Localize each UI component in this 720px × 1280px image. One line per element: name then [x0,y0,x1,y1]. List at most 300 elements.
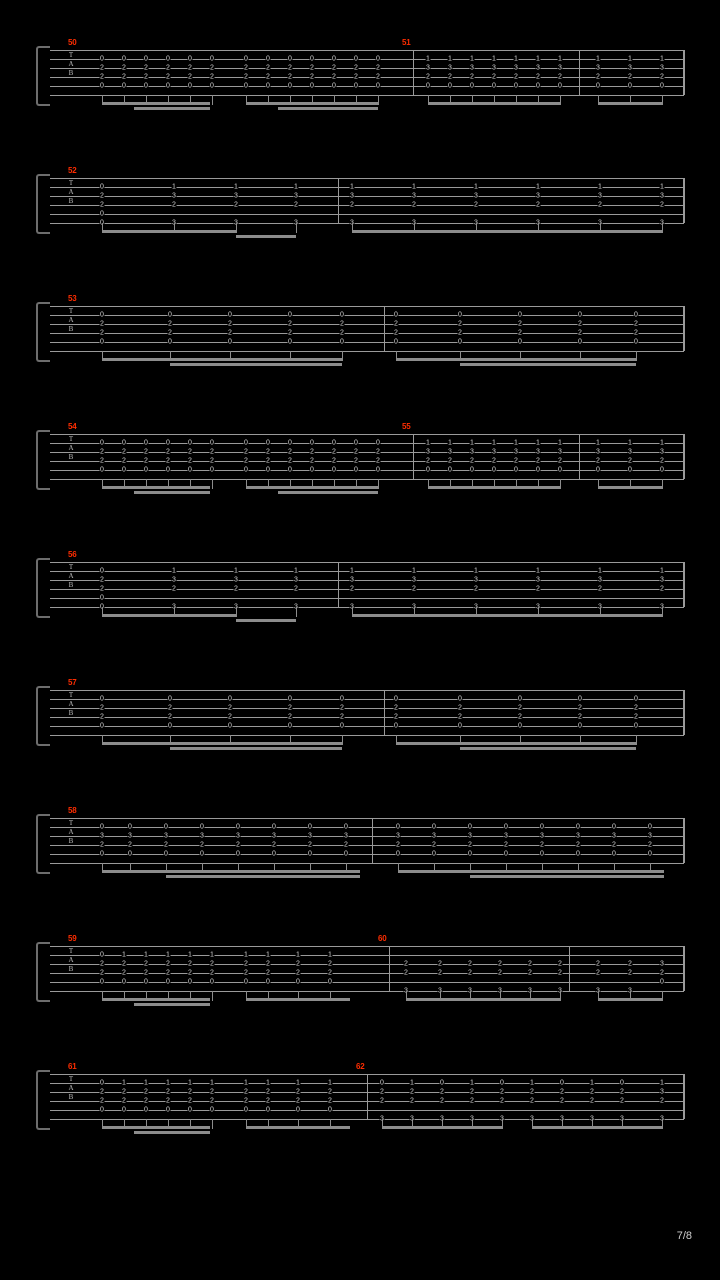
staff-line [50,726,684,727]
tab-note: 1 [188,1079,192,1087]
tab-note: 2 [648,841,652,849]
tab-note: 1 [660,439,664,447]
note-stem [352,607,353,617]
note-stem [580,735,581,745]
tab-note: 0 [100,183,104,191]
tab-note: 2 [228,704,232,712]
note-stem [298,1119,299,1129]
staff-line [50,196,684,197]
tab-note: 2 [144,64,148,72]
tab-note: 1 [470,1079,474,1087]
tab-note: 1 [188,951,192,959]
tab-note: 2 [328,969,332,977]
tab-note: 3 [396,832,400,840]
note-stem [330,991,331,1001]
note-stem [246,1119,247,1129]
staff-line [50,607,684,608]
note-stem [102,607,103,617]
tab-note: 2 [144,457,148,465]
tab-note: 2 [518,320,522,328]
tab-note: 1 [412,183,416,191]
tab-note: 2 [288,320,292,328]
tab-note: 1 [492,55,496,63]
beam [352,614,662,617]
tab-note: 2 [266,73,270,81]
tab-staff [50,434,684,482]
staff-line [50,306,684,307]
tab-note: 1 [558,439,562,447]
tab-note: 2 [470,457,474,465]
barline [684,178,685,223]
tab-note: 2 [426,457,430,465]
tab-note: 3 [536,448,540,456]
tab-note: 0 [288,439,292,447]
note-stem [246,991,247,1001]
tab-note: 1 [266,951,270,959]
system-brace [36,942,50,1002]
tab-note: 0 [536,466,540,474]
tab-note: 1 [412,567,416,575]
tab-note: 0 [332,82,336,90]
staff-line [50,214,684,215]
tab-note: 0 [518,311,522,319]
tab-note: 2 [528,960,532,968]
tab-note: 2 [144,1097,148,1105]
tab-note: 3 [628,448,632,456]
tab-note: 0 [468,823,472,831]
tab-note: 2 [296,960,300,968]
tab-note: 2 [518,329,522,337]
note-stem [236,223,237,233]
tab-note: 0 [536,82,540,90]
tab-note: 2 [628,969,632,977]
system-end-barline [683,178,684,223]
tab-note: 0 [628,466,632,474]
note-stem [506,863,507,873]
tab-note: 1 [470,55,474,63]
tab-staff [50,818,684,866]
tab-note: 0 [332,439,336,447]
note-stem [560,991,561,1001]
tab-note: 2 [168,320,172,328]
note-stem [146,95,147,105]
tab-note: 2 [164,841,168,849]
tab-note: 2 [332,64,336,72]
tab-note: 2 [288,704,292,712]
note-stem [592,1119,593,1129]
tab-note: 1 [660,1079,664,1087]
note-stem [530,991,531,1001]
tab-note: 0 [634,311,638,319]
tab-note: 1 [410,1079,414,1087]
tab-note: 2 [144,969,148,977]
staff-line [50,735,684,736]
tab-note: 2 [498,960,502,968]
tab-note: 0 [200,850,204,858]
tab-note: 2 [354,64,358,72]
tab-note: 2 [440,1097,444,1105]
note-stem [124,479,125,489]
note-stem [428,479,429,489]
tab-note: 0 [100,594,104,602]
tab-note: 2 [172,585,176,593]
tab-note: 2 [536,585,540,593]
barline [384,306,385,351]
tab-note: 0 [560,1079,564,1087]
tab-note: 3 [612,832,616,840]
tab-note: 1 [514,439,518,447]
tab-clef [66,179,76,206]
tab-note: 3 [492,448,496,456]
tab-note: 2 [100,457,104,465]
note-stem [538,607,539,617]
tab-note: 0 [492,82,496,90]
tab-note: 2 [168,329,172,337]
tab-note: 2 [228,320,232,328]
tab-note: 0 [166,978,170,986]
tab-note: 3 [100,832,104,840]
note-stem [636,351,637,361]
tab-note: 0 [100,55,104,63]
tab-note: 2 [558,969,562,977]
tab-note: 2 [128,841,132,849]
beam [406,998,560,1001]
tab-note: 0 [210,82,214,90]
tab-note: 3 [172,192,176,200]
tab-note: 0 [468,850,472,858]
tab-note: 0 [396,850,400,858]
tab-note: 0 [122,978,126,986]
note-stem [102,1119,103,1129]
note-stem [382,1119,383,1129]
tab-clef [66,691,76,718]
note-stem [230,351,231,361]
tab-note: 0 [244,439,248,447]
tab-note: 0 [458,338,462,346]
tab-note: 2 [144,960,148,968]
tab-note: 0 [100,1106,104,1114]
tab-clef-letter: A [68,572,74,580]
note-stem [494,95,495,105]
tab-note: 2 [188,1088,192,1096]
tab-note: 1 [144,1079,148,1087]
beam [102,742,342,745]
tab-note: 2 [410,1097,414,1105]
barline [684,434,685,479]
tab-note: 0 [100,978,104,986]
tab-note: 0 [296,978,300,986]
barline [413,434,414,479]
note-stem [472,1119,473,1129]
note-stem [636,735,637,745]
note-stem [630,991,631,1001]
tab-clef [66,563,76,590]
note-stem [170,351,171,361]
tab-note: 1 [628,55,632,63]
note-stem [166,863,167,873]
tab-note: 2 [166,448,170,456]
tab-clef-letter: T [68,819,74,827]
tab-note: 1 [598,567,602,575]
note-stem [662,95,663,105]
note-stem [428,95,429,105]
note-stem [532,1119,533,1129]
tab-note: 3 [474,576,478,584]
tab-staff [50,178,684,226]
tab-note: 2 [188,457,192,465]
tab-note: 0 [272,823,276,831]
tab-clef-letter: A [68,188,74,196]
note-stem [538,223,539,233]
beam [134,1003,210,1006]
note-stem [472,95,473,105]
note-stem [622,1119,623,1129]
tab-note: 2 [598,585,602,593]
tab-note: 1 [234,567,238,575]
tab-note: 3 [344,832,348,840]
tab-staff [50,562,684,610]
tab-note: 1 [596,439,600,447]
tab-note: 0 [328,1106,332,1114]
note-stem [470,863,471,873]
tab-note: 0 [648,850,652,858]
tab-note: 3 [236,832,240,840]
tab-clef [66,435,76,462]
tab-note: 0 [332,55,336,63]
tab-clef-letter: B [68,197,74,205]
tab-note: 2 [518,704,522,712]
tab-note: 2 [500,1088,504,1096]
tab-note: 0 [578,311,582,319]
system-end-barline [683,1074,684,1119]
note-stem [290,479,291,489]
tab-clef-letter: T [68,691,74,699]
tab-note: 0 [272,850,276,858]
system-brace [36,302,50,362]
tab-note: 3 [468,832,472,840]
measure-number: 55 [402,422,411,431]
tab-note: 0 [288,722,292,730]
note-stem [130,863,131,873]
note-stem [662,607,663,617]
tab-note: 3 [474,192,478,200]
tab-note: 2 [328,960,332,968]
tab-note: 0 [266,82,270,90]
tab-note: 1 [328,951,332,959]
tab-note: 0 [470,82,474,90]
system-brace [36,686,50,746]
tab-note: 0 [168,338,172,346]
tab-note: 0 [612,850,616,858]
tab-note: 2 [244,73,248,81]
barline [372,818,373,863]
tab-note: 0 [578,722,582,730]
tab-note: 2 [448,73,452,81]
tab-clef-letter: B [68,581,74,589]
tab-note: 1 [536,55,540,63]
tab-note: 0 [458,722,462,730]
tab-note: 0 [128,823,132,831]
note-stem [520,351,521,361]
note-stem [330,1119,331,1129]
tab-note: 2 [288,73,292,81]
tab-clef-letter: B [68,837,74,845]
tab-note: 2 [166,64,170,72]
note-stem [212,991,213,1001]
tab-note: 2 [628,73,632,81]
beam [396,742,636,745]
tab-note: 2 [100,201,104,209]
tab-note: 0 [354,55,358,63]
note-stem [460,351,461,361]
tab-note: 2 [596,960,600,968]
tab-note: 2 [558,960,562,968]
tab-note: 0 [288,338,292,346]
note-stem [378,479,379,489]
note-stem [662,991,663,1001]
note-stem [356,95,357,105]
tab-note: 0 [188,439,192,447]
system-end-barline [683,562,684,607]
tab-note: 0 [310,466,314,474]
tab-note: 2 [100,64,104,72]
note-stem [190,991,191,1001]
staff-line [50,863,684,864]
tab-note: 2 [244,1097,248,1105]
measure-number: 59 [68,934,77,943]
note-stem [190,1119,191,1129]
tab-note: 3 [536,576,540,584]
tab-note: 2 [660,73,664,81]
tab-note: 0 [394,695,398,703]
tab-note: 0 [576,823,580,831]
tab-note: 1 [296,1079,300,1087]
beam [134,1131,210,1134]
tab-note: 0 [426,82,430,90]
tab-note: 2 [122,960,126,968]
tab-note: 0 [504,850,508,858]
tab-note: 0 [396,823,400,831]
tab-note: 3 [598,192,602,200]
tab-note: 3 [660,960,664,968]
barline [684,946,685,991]
tab-note: 0 [448,466,452,474]
tab-note: 2 [634,713,638,721]
tab-note: 0 [660,82,664,90]
tab-note: 0 [288,311,292,319]
note-stem [212,1119,213,1129]
note-stem [600,607,601,617]
tab-staff [50,50,684,98]
tab-note: 0 [376,439,380,447]
tab-note: 3 [660,192,664,200]
tab-note: 2 [122,1097,126,1105]
tab-note: 2 [244,457,248,465]
tab-note: 3 [294,192,298,200]
note-stem [650,863,651,873]
tab-note: 2 [660,457,664,465]
tab-clef-letter: T [68,435,74,443]
note-stem [494,479,495,489]
tab-note: 2 [412,585,416,593]
tab-note: 0 [244,55,248,63]
tab-note: 3 [514,64,518,72]
note-stem [440,991,441,1001]
tab-note: 3 [660,448,664,456]
tab-note: 2 [296,969,300,977]
tab-note: 2 [310,64,314,72]
tab-clef-letter: T [68,307,74,315]
tab-note: 2 [328,1088,332,1096]
tab-note: 3 [576,832,580,840]
tab-note: 0 [576,850,580,858]
tab-note: 2 [288,457,292,465]
tab-note: 3 [514,448,518,456]
tab-note: 2 [244,969,248,977]
note-stem [398,863,399,873]
tab-note: 2 [590,1088,594,1096]
tab-note: 0 [244,1106,248,1114]
tab-note: 2 [210,1088,214,1096]
system-brace [36,174,50,234]
tab-note: 1 [350,183,354,191]
beam [102,1126,210,1129]
note-stem [124,95,125,105]
tab-note: 2 [100,585,104,593]
note-stem [236,607,237,617]
staff-line [50,223,684,224]
measure-number: 54 [68,422,77,431]
tab-note: 0 [448,82,452,90]
barline [579,50,580,95]
tab-note: 2 [560,1088,564,1096]
staff-line [50,717,684,718]
tab-note: 0 [188,466,192,474]
tab-note: 0 [164,823,168,831]
tab-note: 2 [244,960,248,968]
note-stem [434,863,435,873]
tab-note: 2 [492,457,496,465]
tab-note: 3 [558,448,562,456]
tab-note: 0 [540,850,544,858]
tab-note: 1 [172,183,176,191]
tab-note: 0 [100,722,104,730]
tab-note: 0 [660,466,664,474]
tab-note: 0 [100,466,104,474]
tab-note: 2 [620,1097,624,1105]
system-end-barline [683,50,684,95]
tab-note: 2 [332,73,336,81]
tab-note: 1 [266,1079,270,1087]
system-end-barline [683,946,684,991]
note-stem [598,991,599,1001]
note-stem [298,991,299,1001]
tab-note: 2 [100,320,104,328]
tab-note: 0 [558,466,562,474]
barline [684,50,685,95]
tab-note: 2 [350,201,354,209]
note-stem [538,95,539,105]
tab-note: 2 [168,704,172,712]
note-stem [310,863,311,873]
tab-note: 0 [310,55,314,63]
tab-staff [50,690,684,738]
note-stem [268,1119,269,1129]
tab-note: 0 [100,210,104,218]
tab-note: 2 [188,960,192,968]
note-stem [476,607,477,617]
tab-note: 2 [394,713,398,721]
